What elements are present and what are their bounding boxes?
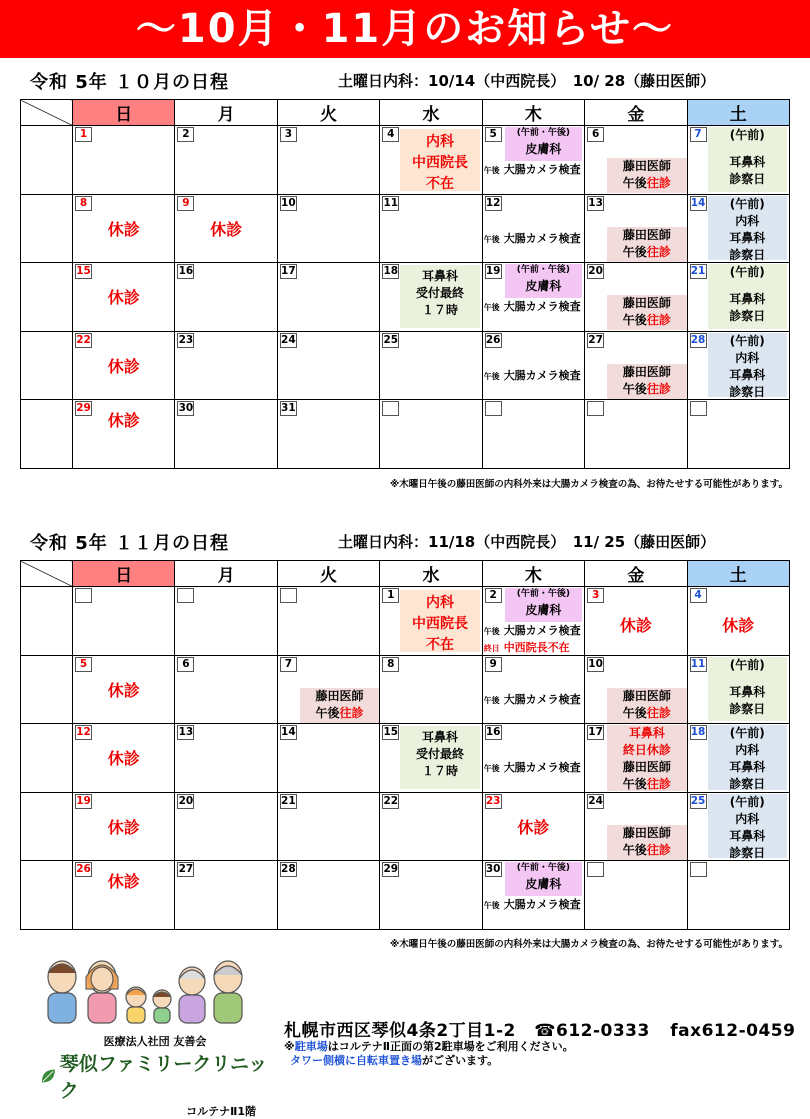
date-number: 23 bbox=[485, 794, 501, 807]
october-footnote: ※木曜日午後の藤田医師の内科外来は大腸カメラ検査の為、お待たせする可能性があります。 bbox=[390, 479, 788, 490]
fujita-visit-block: 藤田医師 午後往診 bbox=[607, 227, 686, 262]
date-number: 26 bbox=[485, 333, 501, 346]
day-cell bbox=[73, 400, 175, 469]
day-cell bbox=[380, 126, 482, 195]
date-number: 10 bbox=[588, 657, 603, 670]
day-cell bbox=[687, 587, 789, 656]
weekday-mon: 月 bbox=[175, 561, 277, 587]
day-cell bbox=[687, 724, 789, 793]
week-label-cell bbox=[21, 263, 73, 332]
saturday-naika-block: (午前) 内科 耳鼻科 診察日 bbox=[708, 725, 787, 790]
week-row bbox=[21, 861, 790, 930]
date-box-empty bbox=[587, 401, 604, 416]
day-cell bbox=[73, 724, 175, 793]
day-cell bbox=[175, 331, 277, 400]
day-cell bbox=[482, 655, 584, 724]
closed-label: 休診 bbox=[107, 817, 140, 837]
colonoscopy-row: 午後 大腸カメラ検査 bbox=[483, 624, 581, 637]
date-number: 31 bbox=[281, 402, 296, 414]
november-footnote: ※木曜日午後の藤田医師の内科外来は大腸カメラ検査の為、お待たせする可能性があります。 bbox=[390, 939, 788, 950]
date-number: 29 bbox=[383, 863, 399, 875]
day-cell bbox=[482, 587, 584, 656]
corner-cell bbox=[21, 561, 73, 587]
day-cell bbox=[175, 861, 277, 930]
parking-line-1: ※駐車場はコルテナⅡ正面の第2駐車場をご利用ください。 bbox=[284, 1040, 574, 1053]
day-cell bbox=[175, 655, 277, 724]
week-label-cell bbox=[21, 587, 73, 656]
day-cell bbox=[380, 792, 482, 861]
day-cell bbox=[585, 724, 687, 793]
date-number: 4 bbox=[690, 588, 707, 603]
fujita-visit-block: 藤田医師 午後往診 bbox=[607, 364, 686, 399]
closed-label: 休診 bbox=[107, 219, 140, 239]
week-row bbox=[21, 331, 790, 400]
weekday-thu: 木 bbox=[482, 100, 584, 126]
november-header bbox=[22, 527, 792, 555]
saturday-naika-block: (午前) 内科 耳鼻科 診察日 bbox=[708, 196, 787, 261]
date-number: 21 bbox=[690, 265, 706, 277]
colonoscopy-row: 午後 大腸カメラ検査 bbox=[483, 163, 581, 176]
date-number: 14 bbox=[281, 726, 296, 738]
weekday-sat: 土 bbox=[687, 561, 789, 587]
november-saturday-note: 土曜日内科：11/18（中西院長） 11/ 25（藤田医師） bbox=[338, 533, 716, 551]
day-cell bbox=[380, 724, 482, 793]
colonoscopy-row: 午後 大腸カメラ検査 bbox=[483, 761, 581, 774]
day-cell bbox=[175, 263, 277, 332]
dermatology-block: (午前・午後) 皮膚科 bbox=[505, 862, 582, 896]
date-number: 28 bbox=[281, 863, 296, 875]
date-number: 17 bbox=[281, 265, 296, 277]
date-number: 4 bbox=[382, 127, 399, 142]
date-number: 18 bbox=[383, 265, 399, 277]
clinic-fax: fax612-0459 bbox=[670, 1021, 796, 1041]
date-number: 21 bbox=[281, 794, 296, 807]
date-box-empty bbox=[280, 588, 297, 603]
date-box-empty bbox=[75, 588, 92, 603]
dermatology-block: (午前・午後) 皮膚科 bbox=[505, 264, 582, 298]
closed-label: 休診 bbox=[517, 817, 550, 837]
week-label-cell bbox=[21, 861, 73, 930]
parking-line-2: タワー側横に自転車置き場がございます。 bbox=[290, 1054, 499, 1067]
clinic-logo bbox=[40, 955, 270, 1118]
day-cell bbox=[175, 194, 277, 263]
day-cell bbox=[585, 331, 687, 400]
fujita-visit-block: 藤田医師 午後往診 bbox=[607, 158, 686, 193]
date-number: 11 bbox=[383, 196, 399, 209]
weekday-tue: 火 bbox=[277, 561, 379, 587]
week-row bbox=[21, 400, 790, 469]
date-number: 7 bbox=[690, 127, 707, 142]
date-number: 12 bbox=[76, 726, 91, 738]
date-number: 2 bbox=[177, 127, 194, 142]
week-row bbox=[21, 724, 790, 793]
date-number: 29 bbox=[76, 402, 91, 414]
week-label-cell bbox=[21, 655, 73, 724]
date-number: 2 bbox=[485, 588, 502, 603]
day-cell bbox=[482, 194, 584, 263]
weekday-sat: 土 bbox=[687, 100, 789, 126]
day-cell bbox=[73, 587, 175, 656]
date-number: 6 bbox=[587, 127, 604, 142]
day-cell bbox=[277, 587, 379, 656]
day-cell bbox=[380, 331, 482, 400]
saturday-ent-block: (午前) 耳鼻科 診察日 bbox=[708, 657, 787, 722]
day-cell bbox=[482, 792, 584, 861]
date-number: 23 bbox=[178, 333, 194, 346]
weekday-fri: 金 bbox=[585, 100, 687, 126]
day-cell bbox=[687, 655, 789, 724]
date-box-empty bbox=[587, 862, 604, 877]
date-number: 26 bbox=[76, 863, 91, 875]
november-title: 令和 5年 １１月の日程 bbox=[30, 533, 230, 554]
date-number: 18 bbox=[690, 726, 706, 738]
saturday-naika-block: (午前) 内科 耳鼻科 診察日 bbox=[708, 794, 787, 859]
clinic-building: コルテナⅡ1階 bbox=[186, 1105, 256, 1118]
closed-label: 休診 bbox=[107, 872, 140, 891]
date-box-empty bbox=[177, 588, 194, 603]
day-cell bbox=[73, 331, 175, 400]
date-number: 13 bbox=[178, 726, 194, 738]
ent-last-reception: 耳鼻科 受付最終 １７時 bbox=[400, 265, 479, 328]
date-number: 6 bbox=[177, 657, 194, 672]
day-cell bbox=[73, 126, 175, 195]
weekday-fri: 金 bbox=[585, 561, 687, 587]
weekday-header-row bbox=[21, 100, 790, 126]
day-cell bbox=[277, 194, 379, 263]
date-number: 15 bbox=[383, 726, 399, 738]
closed-label: 休診 bbox=[107, 749, 140, 768]
date-number: 19 bbox=[76, 794, 91, 807]
date-number: 15 bbox=[76, 265, 91, 277]
date-number: 14 bbox=[690, 196, 706, 209]
date-box-empty bbox=[485, 401, 502, 416]
day-cell bbox=[175, 792, 277, 861]
fujita-visit-block: 藤田医師 午後往診 bbox=[300, 688, 379, 723]
week-label-cell bbox=[21, 331, 73, 400]
day-cell bbox=[277, 331, 379, 400]
day-cell bbox=[175, 126, 277, 195]
date-number: 3 bbox=[587, 588, 604, 603]
day-cell bbox=[277, 400, 379, 469]
day-cell bbox=[277, 792, 379, 861]
closed-label: 休診 bbox=[619, 616, 652, 635]
november-calendar bbox=[20, 560, 790, 930]
naika-absent-notice: 内科 中西院長 不在 bbox=[400, 590, 479, 652]
day-cell bbox=[687, 861, 789, 930]
day-cell bbox=[73, 792, 175, 861]
day-cell bbox=[277, 126, 379, 195]
day-cell bbox=[482, 400, 584, 469]
weekday-tue: 火 bbox=[277, 100, 379, 126]
date-number: 13 bbox=[588, 196, 603, 209]
date-number: 22 bbox=[76, 333, 91, 346]
day-cell bbox=[585, 792, 687, 861]
weekday-sun: 日 bbox=[73, 561, 175, 587]
october-saturday-note: 土曜日内科：10/14（中西院長） 10/ 28（藤田医師） bbox=[338, 72, 716, 90]
day-cell bbox=[73, 861, 175, 930]
day-cell bbox=[277, 655, 379, 724]
day-cell bbox=[380, 194, 482, 263]
colonoscopy-row: 午後 大腸カメラ検査 bbox=[483, 231, 581, 245]
date-number: 16 bbox=[485, 726, 501, 738]
date-number: 11 bbox=[690, 657, 706, 670]
weekday-thu: 木 bbox=[482, 561, 584, 587]
closed-label: 休診 bbox=[107, 288, 140, 307]
date-number: 25 bbox=[383, 333, 399, 346]
date-number: 12 bbox=[485, 196, 501, 209]
colonoscopy-row: 午後 大腸カメラ検査 bbox=[483, 368, 581, 382]
day-cell bbox=[482, 331, 584, 400]
day-cell bbox=[73, 655, 175, 724]
date-number: 22 bbox=[383, 794, 399, 807]
week-label-cell bbox=[21, 724, 73, 793]
colonoscopy-row: 午後 大腸カメラ検査 bbox=[483, 692, 581, 706]
leaf-icon bbox=[40, 1067, 57, 1085]
day-cell bbox=[585, 263, 687, 332]
clinic-name: 琴似ファミリークリニック bbox=[59, 1053, 268, 1102]
day-cell bbox=[277, 861, 379, 930]
date-number: 20 bbox=[178, 794, 194, 807]
day-cell bbox=[73, 263, 175, 332]
fujita-visit-block: 藤田医師 午後往診 bbox=[607, 295, 686, 330]
phone-icon: ☎ bbox=[534, 1021, 556, 1041]
date-number: 1 bbox=[75, 127, 92, 142]
day-cell bbox=[585, 655, 687, 724]
fujita-visit-block: 藤田医師 午後往診 bbox=[607, 688, 686, 723]
date-number: 10 bbox=[281, 196, 296, 209]
date-number: 30 bbox=[485, 863, 501, 875]
day-cell bbox=[380, 263, 482, 332]
day-cell bbox=[380, 400, 482, 469]
dermatology-block: (午前・午後) 皮膚科 bbox=[505, 127, 582, 161]
fujita-visit-block: 耳鼻科 終日休診 藤田医師 午後往診 bbox=[607, 725, 686, 791]
date-number: 24 bbox=[281, 333, 296, 346]
weekday-sun: 日 bbox=[73, 100, 175, 126]
day-cell bbox=[687, 194, 789, 263]
date-number: 16 bbox=[178, 265, 194, 277]
fujita-visit-block: 藤田医師 午後往診 bbox=[607, 825, 686, 860]
date-number: 5 bbox=[75, 657, 92, 672]
week-label-cell bbox=[21, 400, 73, 469]
week-label-cell bbox=[21, 194, 73, 263]
saturday-ent-block: (午前) 耳鼻科 診察日 bbox=[708, 264, 787, 329]
week-label-cell bbox=[21, 126, 73, 195]
day-cell bbox=[175, 400, 277, 469]
week-row bbox=[21, 263, 790, 332]
week-row bbox=[21, 194, 790, 263]
date-number: 25 bbox=[690, 794, 706, 807]
director-absent-row: 終日 中西院長不在 bbox=[483, 641, 570, 654]
date-number: 8 bbox=[382, 657, 399, 672]
closed-label: 休診 bbox=[722, 616, 755, 635]
day-cell bbox=[585, 126, 687, 195]
closed-label: 休診 bbox=[107, 411, 140, 430]
date-number: 5 bbox=[485, 127, 502, 142]
date-number: 24 bbox=[588, 794, 603, 807]
date-number: 27 bbox=[178, 863, 194, 875]
naika-absent-notice: 内科 中西院長 不在 bbox=[400, 129, 479, 191]
week-row bbox=[21, 655, 790, 724]
day-cell bbox=[380, 587, 482, 656]
day-cell bbox=[73, 194, 175, 263]
corner-cell bbox=[21, 100, 73, 126]
date-number: 28 bbox=[690, 333, 706, 346]
date-number: 9 bbox=[485, 657, 502, 672]
clinic-tel: 612-0333 bbox=[555, 1021, 650, 1041]
day-cell bbox=[585, 400, 687, 469]
day-cell bbox=[277, 263, 379, 332]
week-row bbox=[21, 792, 790, 861]
date-number: 17 bbox=[588, 726, 603, 738]
week-row bbox=[21, 126, 790, 195]
day-cell bbox=[585, 861, 687, 930]
closed-label: 休診 bbox=[210, 219, 243, 239]
week-label-cell bbox=[21, 792, 73, 861]
october-header bbox=[22, 66, 792, 94]
colonoscopy-row: 午後 大腸カメラ検査 bbox=[483, 898, 581, 911]
closed-label: 休診 bbox=[107, 356, 140, 376]
day-cell bbox=[277, 724, 379, 793]
date-number: 1 bbox=[382, 588, 399, 603]
weekday-wed: 水 bbox=[380, 100, 482, 126]
date-number: 7 bbox=[280, 657, 297, 672]
date-box-empty bbox=[690, 401, 707, 416]
closed-label: 休診 bbox=[107, 680, 140, 700]
day-cell bbox=[175, 724, 277, 793]
date-number: 30 bbox=[178, 402, 194, 414]
october-calendar bbox=[20, 99, 790, 469]
week-row bbox=[21, 587, 790, 656]
date-number: 20 bbox=[588, 265, 603, 277]
day-cell bbox=[175, 587, 277, 656]
family-illustration-icon bbox=[40, 955, 270, 1027]
day-cell bbox=[482, 263, 584, 332]
clinic-address-line bbox=[284, 1016, 795, 1041]
date-box-empty bbox=[382, 401, 399, 416]
date-box-empty bbox=[690, 862, 707, 877]
date-number: 3 bbox=[280, 127, 297, 142]
saturday-naika-block: (午前) 内科 耳鼻科 診察日 bbox=[708, 333, 787, 398]
day-cell bbox=[687, 400, 789, 469]
ent-last-reception: 耳鼻科 受付最終 １７時 bbox=[400, 726, 479, 789]
day-cell bbox=[687, 263, 789, 332]
weekday-header-row bbox=[21, 561, 790, 587]
day-cell bbox=[380, 655, 482, 724]
colonoscopy-row: 午後 大腸カメラ検査 bbox=[483, 300, 581, 313]
day-cell bbox=[687, 792, 789, 861]
day-cell bbox=[585, 587, 687, 656]
date-number: 19 bbox=[485, 265, 501, 277]
date-number: 9 bbox=[177, 196, 194, 211]
date-number: 27 bbox=[588, 333, 603, 346]
page-banner: ～10月・11月のお知らせ～ bbox=[0, 0, 810, 58]
clinic-name-row bbox=[40, 1049, 270, 1103]
day-cell bbox=[687, 331, 789, 400]
date-number: 8 bbox=[75, 196, 92, 211]
day-cell bbox=[482, 724, 584, 793]
day-cell bbox=[687, 126, 789, 195]
day-cell bbox=[482, 126, 584, 195]
dermatology-block: (午前・午後) 皮膚科 bbox=[505, 588, 582, 622]
saturday-ent-block: (午前) 耳鼻科 診察日 bbox=[708, 127, 787, 192]
weekday-mon: 月 bbox=[175, 100, 277, 126]
clinic-corp-name: 医療法人社団 友善会 bbox=[103, 1035, 207, 1048]
day-cell bbox=[482, 861, 584, 930]
clinic-address: 札幌市西区琴似4条2丁目1-2 bbox=[284, 1021, 516, 1041]
october-title: 令和 5年 １０月の日程 bbox=[30, 72, 230, 93]
day-cell bbox=[585, 194, 687, 263]
day-cell bbox=[380, 861, 482, 930]
parking-info bbox=[284, 1040, 574, 1068]
weekday-wed: 水 bbox=[380, 561, 482, 587]
